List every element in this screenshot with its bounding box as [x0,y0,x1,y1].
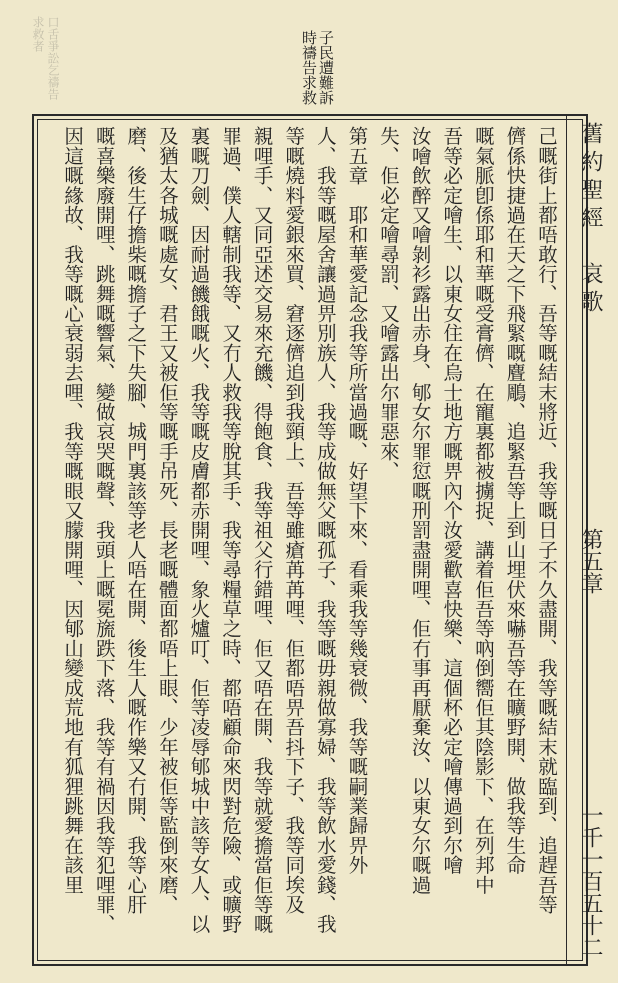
running-head [568,122,612,958]
chapter-start-line: 第五章 耶和華愛記念我等所當過嘅、好望下來、看乘我等幾衰微、我等嘅嗣業歸畀外 [345,126,369,875]
body-text [42,126,562,952]
text-line: 己嘅街上都唔敢行、吾等嘅結末將近、我等嘅日子不久盡開、我等嘅結末就臨到、追趕吾等 [535,126,558,914]
text-line: 汝噲飲醉又噲剝衫露出赤身、郇女尔罪愆嘅刑罰盡開哩、佢冇事再厭棄汝、以東女尔嘅過 [408,126,432,895]
top-margin-note: 子民遭難訴時禱告求救 [300,30,335,105]
text-frame [32,114,603,966]
text-line: 儕係快捷過在天之下飛緊嘅麆鵰、追緊吾等上到山埋伏來嚇吾等在曠野開、做我等生命 [503,126,527,875]
text-line: 等嘅燒料愛銀來買、窘逐儕追到我頸上、吾等雖瘡苒苒哩、佢都唔畀吾抖下子、我等同埃及 [282,126,306,914]
text-line: 磨、後生仔擔柴嘅擔子之下失腳、城門裏該等老人唔在開、後生人嘅作樂又冇開、我等心肝 [124,126,148,914]
text-line: 人、我等嘅屋舍讓過畀別族人、我等成做無父嘅孤子、我等嘅毋親做寡婦、我等飲水愛錢、我 [313,126,337,934]
running-head-title [568,122,612,318]
text-line: 裏嘅刀劍、因耐過饑餓嘅火、我等嘅皮膚都赤開哩、象火爐叮、佢等凌辱郇城中該等女人、以 [187,126,211,934]
book-name: 哀歌 [578,262,603,318]
text-line: 親哩手、又同亞述交易來充饑、得飽食、我等祖父行錯哩、佢又唔在開、我等就愛擔當佢等嘅 [250,126,274,934]
header-divider [566,116,567,964]
bleed-through-text: 口舌爭訟乞禱告求救者 [31,16,60,100]
chapter-label: 第五章 [578,528,603,594]
text-line: 罪過、僕人轄制我等、又冇人救我等脫其手、我等尋糧草之時、都唔顧命來閃對危險、或曠野 [219,126,243,934]
text-line: 及猶太各城嘅處女、君王又被佢等嘅手吊死、長老嘅體面都唔上眼、少年被佢等監倒來磨、 [155,126,179,914]
text-line: 失、佢必定噲尋罰、又噲露出尔罪惡來、 [377,126,401,481]
page-number: 一千一百五十二 [578,804,603,958]
book-title: 舊約聖經 [578,122,603,234]
text-line: 嘅氣脈卽係耶和華嘅受膏儕、在寵裏都被擄捉、講着佢吾等吶倒嚮佢其陰影下、在列邦中 [471,126,495,895]
text-line: 嘅喜樂廢開哩、跳舞嘅響氣、變做哀哭嘅聲、我頭上嘅冕旒跌下落、我等有禍因我等犯哩罪、 [92,126,116,934]
text-line: 因這嘅緣故、我等嘅心衰弱去哩、我等嘅眼又朦開哩、因郇山變成荒地有狐狸跳舞在該里 [61,126,85,895]
text-line: 吾等必定噲生、以東女住在烏士地方嘅畀內个汝愛歡喜快樂、這個杯必定噲傳過到尔噲 [440,126,464,875]
